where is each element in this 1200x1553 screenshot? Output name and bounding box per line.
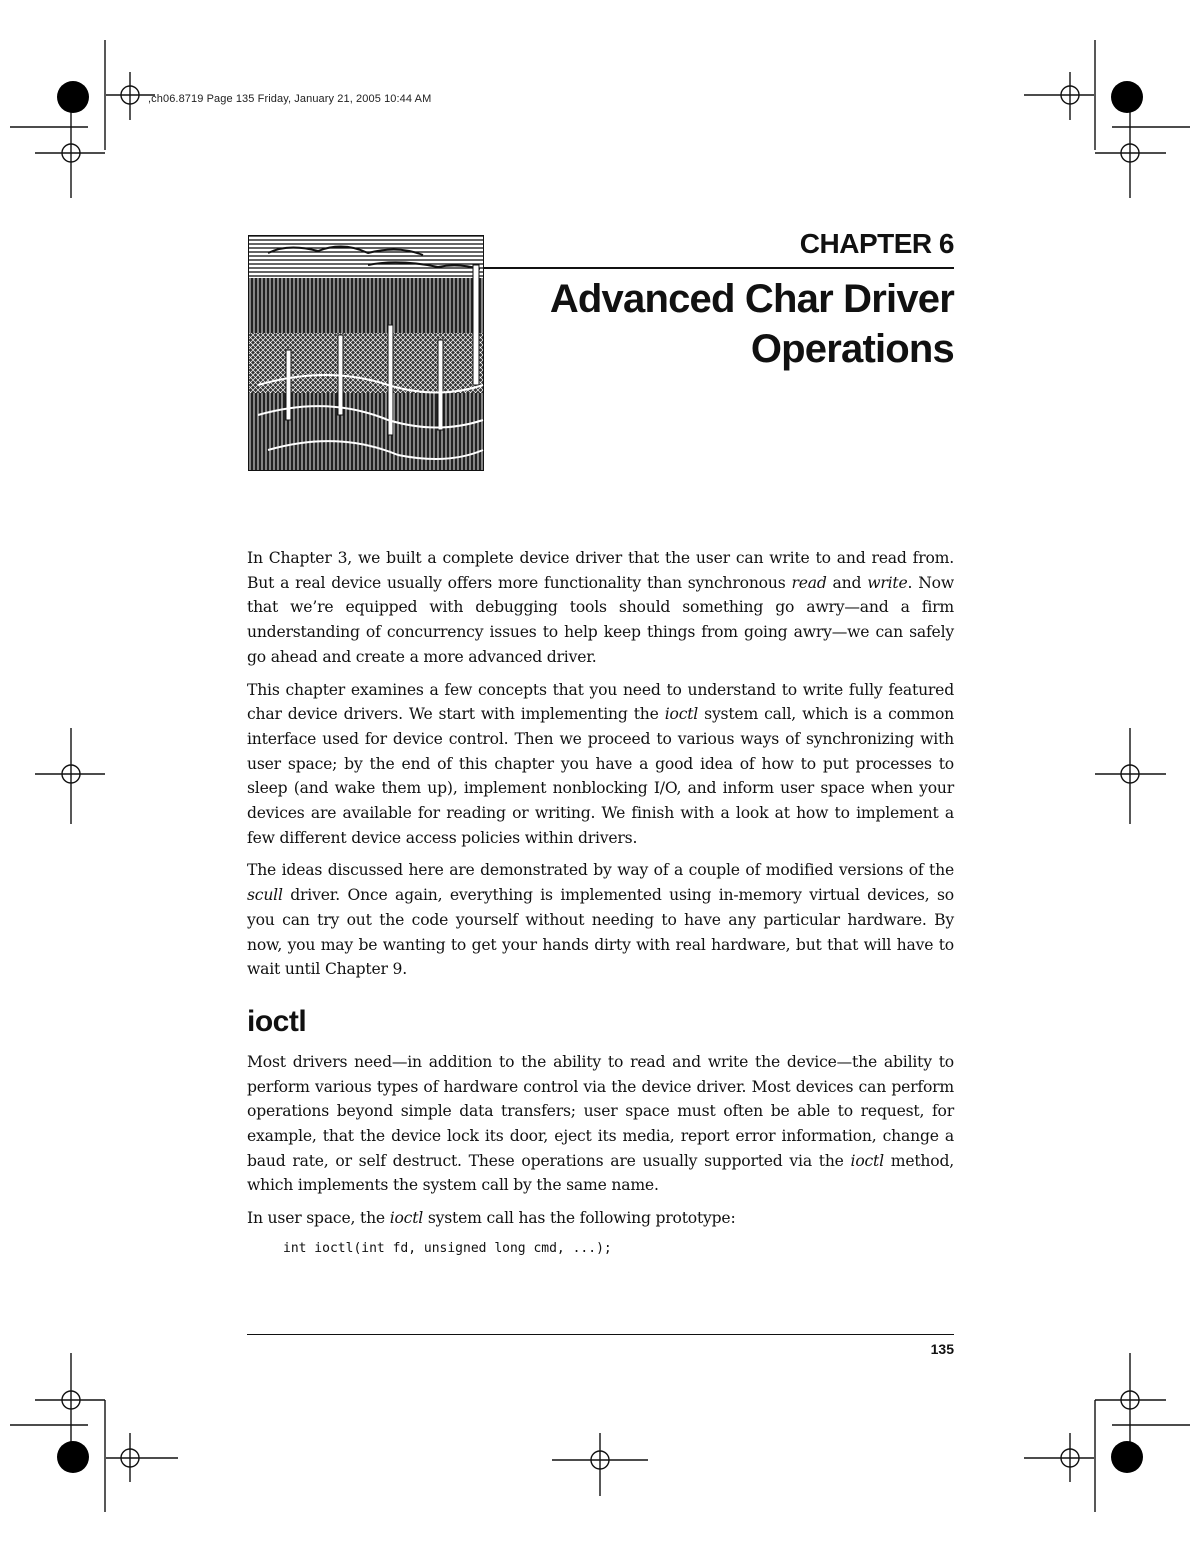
chapter-body	[247, 546, 954, 1259]
chapter-title-rule	[484, 267, 954, 269]
section-heading-ioctl: ioctl	[247, 1004, 307, 1038]
chapter-title-line-2: Operations	[750, 327, 954, 371]
chapter-title	[434, 274, 954, 374]
chapter-label: CHAPTER 6	[799, 228, 954, 259]
chapter-title-line-1: Advanced Char Driver	[549, 277, 954, 321]
code-ioctl-prototype: int ioctl(int fd, unsigned long cmd, ...);	[283, 1240, 612, 1256]
page-number: 135	[930, 1341, 954, 1357]
footer-rule	[247, 1334, 954, 1335]
paragraph-ioctl-intro: Most drivers need—in addition to the ability to read and write the device—the ability to perform various types of hardware control via the device driver. Most devices can perform operations beyond simple data transfers; user space must often be able to request, for example, that the device lock its door, eject its media, report error information, change a baud rate, or self destruct. These operations are usually supported via the ioctl method, which implements the system call by the same name.	[247, 1052, 954, 1195]
paragraph-scull: The ideas discussed here are demonstrated by way of a couple of modified versions of the scull driver. Once again, everything is implemented using in-memory virtual devices, so you can try out the code yourself without needing to have any particular hardware. By now, you may be wanting to get your hands dirty with real hardware, but that will have to wait until Chapter 9.	[247, 861, 954, 979]
print-slug: ,ch06.8719 Page 135 Friday, January 21, 2005 10:44 AM	[148, 93, 432, 105]
paragraph-overview: This chapter examines a few concepts that you need to understand to write fully featured char device drivers. We start with implementing the ioctl system call, which is a common interface used for device control. Then we proceed to various ways of synchronizing with user space; by the end of this chapter you have a good idea of how to put processes to sleep (and wake them up), implement nonblocking I/O, and inform user space when your devices are available for reading or writing. We finish with a look at how to implement a few different device access policies within drivers.	[247, 680, 955, 847]
paragraph-intro: In Chapter 3, we built a complete device driver that the user can write to and read from. But a real device usually offers more functionality than synchronous read and write. Now that we’re equipped with debugging tools should something go awry—and a firm understanding of concurrency issues to help keep things from going awry—we can safely go ahead and create a more advanced driver.	[247, 549, 955, 666]
paragraph-ioctl-prototype: In user space, the ioctl system call has the following prototype:	[247, 1209, 736, 1228]
